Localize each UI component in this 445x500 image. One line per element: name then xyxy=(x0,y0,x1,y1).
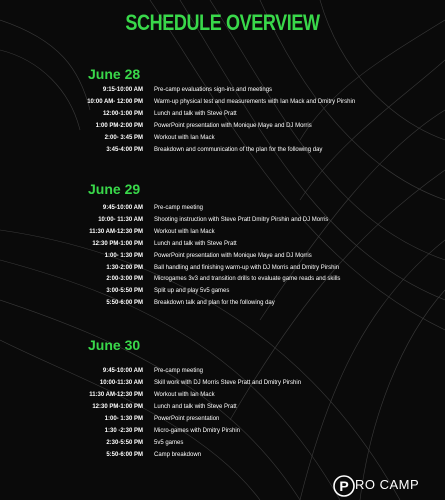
logo-mark: P xyxy=(339,478,349,494)
schedule-row xyxy=(0,274,445,285)
schedule-activity: Warm-up physical test and measurements with Ian Mack and Dmitry Pirshin xyxy=(154,98,356,105)
schedule-row xyxy=(0,227,445,238)
schedule-activity: Ball handling and finishing warm-up with DJ Morris and Dmitry Pirshin xyxy=(154,264,340,271)
schedule-row xyxy=(0,450,445,461)
schedule-row xyxy=(0,286,445,297)
schedule-time: 12:30 PM-1:00 PM xyxy=(92,404,143,410)
schedule-activity: Breakdown talk and plan for the following day xyxy=(154,300,275,307)
schedule-time: 10:00-11:30 AM xyxy=(99,380,143,386)
schedule-activity: Lunch and talk with Steve Pratt xyxy=(154,240,237,247)
schedule-row xyxy=(0,97,445,108)
schedule-row xyxy=(0,145,445,156)
day-heading: June 28 xyxy=(88,66,141,82)
schedule-time: 1:00- 1:30 PM xyxy=(104,416,143,422)
logo-text: RO CAMP xyxy=(355,477,420,492)
schedule-activity: Camp breakdown xyxy=(154,452,202,458)
schedule-activity: Pre-camp meeting xyxy=(154,205,204,211)
schedule-row xyxy=(0,215,445,226)
schedule-activity: Microgames 3v3 and transition drills to evaluate game reads and skills xyxy=(154,276,341,283)
schedule-row xyxy=(0,414,445,425)
schedule-activity: Pre-camp evaluations sign-ins and meetings xyxy=(154,87,273,93)
schedule-time: 10:00 AM- 12:00 PM xyxy=(87,98,143,105)
schedule-row xyxy=(0,426,445,437)
schedule-row xyxy=(0,438,445,449)
schedule-activity: Micro-games with Dmitry Pirshin xyxy=(154,428,241,434)
schedule-activity: Workout with Ian Mack xyxy=(154,134,215,141)
day-heading: June 30 xyxy=(88,337,141,353)
schedule-row xyxy=(0,251,445,262)
schedule-activity: Lunch and talk with Steve Pratt xyxy=(154,404,237,410)
schedule-row xyxy=(0,378,445,389)
schedule-time: 1:30 -2:30 PM xyxy=(104,428,143,434)
day-heading: June 29 xyxy=(88,181,141,197)
schedule-time: 12:00-1:00 PM xyxy=(102,110,143,117)
schedule-time: 1:00 PM-2:00 PM xyxy=(95,122,143,129)
schedule-time: 5:50-6:00 PM xyxy=(106,452,143,458)
schedule-activity: Lunch and talk with Steve Pratt xyxy=(154,110,237,117)
schedule-time: 12:30 PM-1:00 PM xyxy=(92,240,143,247)
schedule-time: 11:30 AM-12:30 PM xyxy=(89,228,143,235)
schedule-activity: Split up and play 5v5 games xyxy=(154,288,230,295)
schedule-time: 9:45-10:00 AM xyxy=(102,205,143,211)
schedule-row xyxy=(0,133,445,144)
schedule-activity: PowerPoint presentation with Monique Maye and DJ Morris xyxy=(154,252,312,259)
schedule-time: 10:00- 11:30 AM xyxy=(98,216,143,223)
schedule-row xyxy=(0,109,445,120)
schedule-row xyxy=(0,263,445,274)
schedule-time: 3:00-5:50 PM xyxy=(106,288,143,295)
schedule-activity: PowerPoint presentation xyxy=(154,416,220,422)
schedule-row xyxy=(0,203,445,214)
schedule-row xyxy=(0,366,445,377)
page-title: SCHEDULE OVERVIEW xyxy=(125,10,320,35)
schedule-activity: Breakdown and communication of the plan for the following day xyxy=(154,146,323,153)
schedule-time: 3:45-4:00 PM xyxy=(106,146,143,153)
schedule-time: 9:15-10:00 AM xyxy=(102,87,143,93)
schedule-activity: Skill work with DJ Morris Steve Pratt and Dmitry Pirshin xyxy=(154,380,302,386)
schedule-activity: Workout with Ian Mack xyxy=(154,228,215,235)
schedule-row xyxy=(0,390,445,401)
schedule-row xyxy=(0,85,445,96)
schedule-activity: Workout with Ian Mack xyxy=(154,392,215,398)
schedule-row xyxy=(0,239,445,250)
schedule-time: 11:30 AM-12:30 PM xyxy=(89,392,143,398)
schedule-time: 2:00-3:00 PM xyxy=(106,276,143,283)
schedule-time: 9:45-10:00 AM xyxy=(102,368,143,374)
schedule-row xyxy=(0,402,445,413)
schedule-activity: Shooting instruction with Steve Pratt Dmitry Pirshin and DJ Morris xyxy=(154,216,329,223)
schedule-time: 2:00- 3:45 PM xyxy=(104,134,143,141)
schedule-time: 1:30-2:00 PM xyxy=(106,264,143,271)
schedule-time: 2:30-5:50 PM xyxy=(106,440,143,446)
schedule-time: 5:50-6:00 PM xyxy=(106,300,143,307)
schedule-activity: PowerPoint presentation with Monique Maye and DJ Morris xyxy=(154,122,312,129)
schedule-time: 1:00- 1:30 PM xyxy=(104,252,143,259)
schedule-row xyxy=(0,121,445,132)
schedule-activity: 5v5 games xyxy=(154,440,184,446)
schedule-row xyxy=(0,298,445,309)
schedule-activity: Pre-camp meeting xyxy=(154,368,204,374)
